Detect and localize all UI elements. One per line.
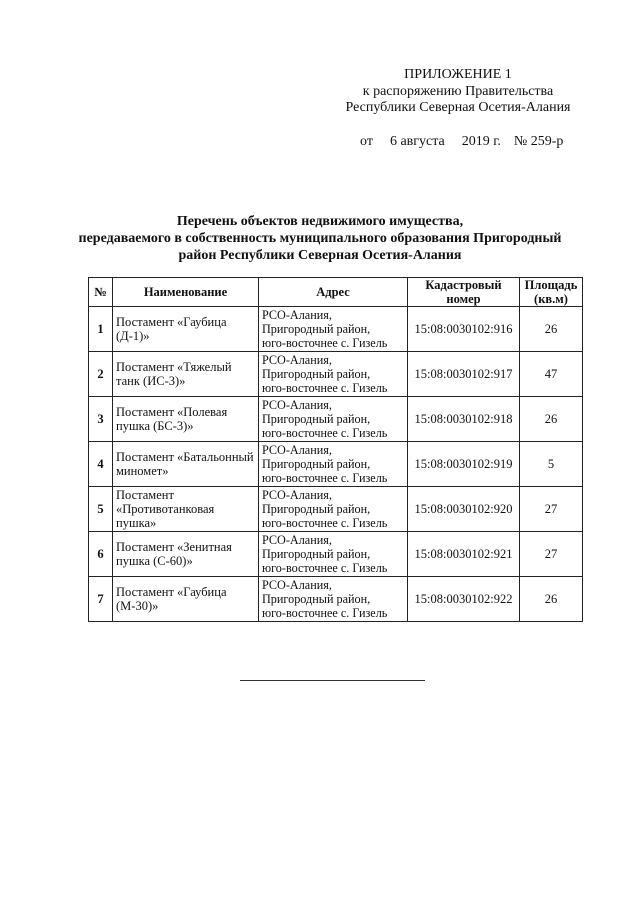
table-row (89, 352, 583, 397)
row-area: 27 (520, 532, 583, 577)
address-line: юго-восточнее с. Гизель (262, 516, 388, 530)
order-number: № 259-р (513, 134, 564, 149)
table-row (89, 442, 583, 487)
row-area: 26 (520, 397, 583, 442)
address-line: РСО-Алания, (262, 353, 332, 367)
document-title (60, 213, 580, 264)
address-line: РСО-Алания, (262, 398, 332, 412)
row-cadastral-number: 15:08:0030102:921 (408, 532, 520, 577)
row-cadastral-number: 15:08:0030102:919 (408, 442, 520, 487)
address-line: Пригородный район, (262, 322, 371, 336)
row-name: Постамент «Зенитная пушка (С-60)» (113, 532, 259, 577)
row-address (259, 352, 408, 397)
address-line: юго-восточнее с. Гизель (262, 471, 388, 485)
row-cadastral-number: 15:08:0030102:916 (408, 307, 520, 352)
table-row (89, 487, 583, 532)
order-date: 6 августа (389, 134, 445, 149)
table-row (89, 577, 583, 622)
address-line: РСО-Алания, (262, 308, 332, 322)
annex-subtitle: к распоряжению Правительства (362, 83, 554, 99)
row-cadastral-number: 15:08:0030102:922 (408, 577, 520, 622)
row-cadastral-number: 15:08:0030102:918 (408, 397, 520, 442)
address-line: Пригородный район, (262, 412, 371, 426)
row-number: 6 (89, 532, 113, 577)
row-area: 5 (520, 442, 583, 487)
order-year: 2019 г. (461, 134, 501, 149)
row-number: 7 (89, 577, 113, 622)
annex-government: Республики Северная Осетия-Алания (345, 100, 571, 115)
row-name: Постамент «Полевая пушка (БС-3)» (113, 397, 259, 442)
row-number: 2 (89, 352, 113, 397)
row-address (259, 577, 408, 622)
order-prefix: от (360, 134, 373, 149)
table-row (89, 532, 583, 577)
row-name: Постамент «Батальонный миномет» (113, 442, 259, 487)
header-cadastral: Кадастровый номер (408, 278, 520, 307)
title-line-2: передаваемого в собственность муниципального образования Пригородный (78, 231, 562, 246)
row-name: Постамент «Гаубица (Д-1)» (113, 307, 259, 352)
row-area: 26 (520, 577, 583, 622)
address-line: РСО-Алания, (262, 533, 332, 547)
row-number: 1 (89, 307, 113, 352)
row-address (259, 442, 408, 487)
row-cadastral-number: 15:08:0030102:917 (408, 352, 520, 397)
row-address (259, 532, 408, 577)
address-line: юго-восточнее с. Гизель (262, 606, 388, 620)
address-line: РСО-Алания, (262, 443, 332, 457)
header-area: Площадь (кв.м) (520, 278, 583, 307)
table-row (89, 397, 583, 442)
address-line: юго-восточнее с. Гизель (262, 381, 388, 395)
property-table (88, 277, 583, 622)
address-line: РСО-Алания, (262, 488, 332, 502)
title-line-1: Перечень объектов недвижимого имущества, (176, 214, 464, 229)
row-name: Постамент «Тяжелый танк (ИС-3)» (113, 352, 259, 397)
row-name: Постамент «Гаубица (М-30)» (113, 577, 259, 622)
address-line: юго-восточнее с. Гизель (262, 336, 388, 350)
address-line: Пригородный район, (262, 457, 371, 471)
table-body (89, 307, 583, 622)
row-address (259, 397, 408, 442)
address-line: юго-восточнее с. Гизель (262, 561, 388, 575)
row-number: 4 (89, 442, 113, 487)
annex-title: ПРИЛОЖЕНИЕ 1 (404, 67, 512, 82)
table-row (89, 307, 583, 352)
header-name: Наименование (113, 278, 259, 307)
row-name: Постамент «Противотанковая пушка» (113, 487, 259, 532)
table-header-row (89, 278, 583, 307)
signature-line (240, 680, 425, 681)
row-area: 26 (520, 307, 583, 352)
address-line: Пригородный район, (262, 367, 371, 381)
address-line: Пригородный район, (262, 547, 371, 561)
annex-header (330, 67, 586, 117)
row-area: 27 (520, 487, 583, 532)
address-line: РСО-Алания, (262, 578, 332, 592)
row-address (259, 307, 408, 352)
row-number: 3 (89, 397, 113, 442)
row-area: 47 (520, 352, 583, 397)
title-line-3: район Республики Северная Осетия-Алания (178, 248, 462, 263)
row-cadastral-number: 15:08:0030102:920 (408, 487, 520, 532)
order-reference (360, 134, 570, 150)
address-line: Пригородный район, (262, 502, 371, 516)
header-num: № (89, 278, 113, 307)
address-line: юго-восточнее с. Гизель (262, 426, 388, 440)
header-address: Адрес (259, 278, 408, 307)
row-number: 5 (89, 487, 113, 532)
address-line: Пригородный район, (262, 592, 371, 606)
row-address (259, 487, 408, 532)
